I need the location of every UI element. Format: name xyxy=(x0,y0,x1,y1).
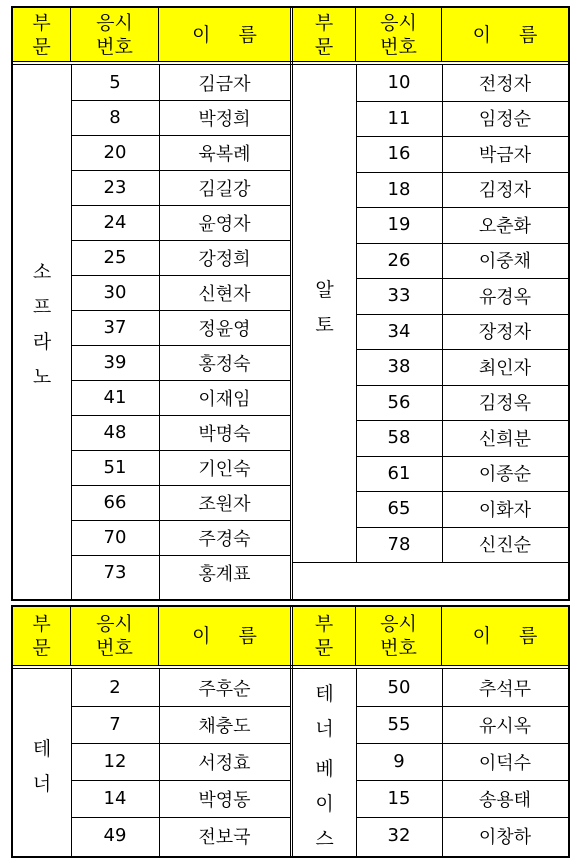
exam-number-cell: 20 xyxy=(103,142,127,163)
exam-number-cell: 8 xyxy=(109,107,121,128)
name-cell: 이화자 xyxy=(478,499,532,521)
exam-number-cell: 32 xyxy=(387,825,411,846)
header-name: 이 름 xyxy=(159,8,290,61)
name-cell: 윤영자 xyxy=(198,213,251,235)
exam-number-cell: 12 xyxy=(103,751,127,772)
exam-number-cell: 2 xyxy=(109,677,121,698)
header-part: 부 문 xyxy=(13,607,71,665)
table-tenor-bass xyxy=(11,605,570,858)
exam-number-cell: 34 xyxy=(387,320,411,342)
name-cell: 오춘화 xyxy=(478,215,532,237)
exam-number-cell: 7 xyxy=(109,714,121,735)
exam-number-cell: 25 xyxy=(103,247,127,268)
name-cell: 홍계표 xyxy=(198,563,251,585)
name-cell: 신현자 xyxy=(198,283,251,305)
name-cell: 전정자 xyxy=(478,73,532,95)
name-cell: 유경옥 xyxy=(478,286,532,308)
exam-number-cell: 65 xyxy=(387,498,411,520)
name-cell: 주후순 xyxy=(198,678,251,700)
header-number: 응시 번호 xyxy=(71,607,159,665)
exam-number-cell: 15 xyxy=(387,788,411,809)
name-cell: 채충도 xyxy=(198,715,251,737)
name-cell: 이재임 xyxy=(198,388,251,410)
header-part: 부 문 xyxy=(293,607,356,665)
exam-number-cell: 78 xyxy=(387,533,411,555)
name-cell: 이창하 xyxy=(478,826,532,848)
exam-number-cell: 58 xyxy=(387,427,411,449)
table-soprano-alto xyxy=(11,6,570,601)
exam-number-cell: 30 xyxy=(103,282,127,303)
exam-number-cell: 51 xyxy=(103,457,127,478)
exam-number-cell: 11 xyxy=(387,107,411,129)
name-cell: 김정옥 xyxy=(478,393,532,415)
exam-number-cell: 48 xyxy=(103,422,127,443)
name-cell: 송용태 xyxy=(478,789,532,811)
header-name: 이 름 xyxy=(442,607,568,665)
name-cell: 홍정숙 xyxy=(198,353,251,375)
exam-number-cell: 14 xyxy=(103,788,127,809)
header-part: 부 문 xyxy=(13,8,71,61)
exam-number-cell: 61 xyxy=(387,462,411,484)
name-cell: 최인자 xyxy=(478,357,532,379)
exam-number-cell: 5 xyxy=(109,72,121,93)
part-label-tenor-bass-top: 테 너 xyxy=(315,683,334,740)
name-cell: 주경숙 xyxy=(198,528,251,550)
exam-number-cell: 50 xyxy=(387,677,411,698)
exam-number-cell: 16 xyxy=(387,143,411,165)
exam-number-cell: 23 xyxy=(103,177,127,198)
exam-number-cell: 55 xyxy=(387,714,411,735)
row-line xyxy=(293,562,568,563)
name-cell: 박명숙 xyxy=(198,423,251,445)
exam-number-cell: 26 xyxy=(387,249,411,271)
exam-number-cell: 24 xyxy=(103,212,127,233)
part-label-alto: 알 토 xyxy=(315,279,334,336)
exam-number-cell: 18 xyxy=(387,178,411,200)
exam-number-cell: 49 xyxy=(103,825,127,846)
header-part: 부 문 xyxy=(293,8,356,61)
name-cell: 기인숙 xyxy=(198,458,251,480)
name-cell: 조원자 xyxy=(198,493,251,515)
exam-number-cell: 38 xyxy=(387,356,411,378)
exam-number-cell: 66 xyxy=(103,492,127,513)
row-line xyxy=(293,743,356,744)
name-cell: 정윤영 xyxy=(198,318,251,340)
header-number: 응시 번호 xyxy=(71,8,159,61)
name-cell: 유시옥 xyxy=(478,715,532,737)
header-number: 응시 번호 xyxy=(356,607,442,665)
part-label-soprano: 소 프 라 노 xyxy=(32,261,52,388)
name-cell: 이종순 xyxy=(478,464,532,486)
name-cell: 전보국 xyxy=(198,826,251,848)
exam-number-cell: 9 xyxy=(393,751,405,772)
exam-number-cell: 70 xyxy=(103,527,127,548)
exam-number-cell: 39 xyxy=(103,352,127,373)
name-cell: 이덕수 xyxy=(478,752,532,774)
exam-number-cell: 41 xyxy=(103,387,127,408)
exam-number-cell: 37 xyxy=(103,317,127,338)
name-cell: 추석무 xyxy=(478,678,532,700)
name-cell: 강정희 xyxy=(198,248,251,270)
exam-number-cell: 10 xyxy=(387,72,411,94)
name-cell: 이중채 xyxy=(478,251,532,273)
name-cell: 장정자 xyxy=(478,322,532,344)
exam-number-cell: 73 xyxy=(103,562,127,583)
header-number: 응시 번호 xyxy=(356,8,442,61)
name-cell: 김금자 xyxy=(198,73,251,95)
name-cell: 박금자 xyxy=(478,144,532,166)
exam-number-cell: 56 xyxy=(387,391,411,413)
name-cell: 김정자 xyxy=(478,180,532,202)
name-cell: 박정희 xyxy=(198,108,251,130)
name-cell: 김길강 xyxy=(198,178,251,200)
exam-number-cell: 19 xyxy=(387,214,411,236)
name-cell: 신희분 xyxy=(478,428,532,450)
name-cell: 서정효 xyxy=(198,752,251,774)
part-label-tenor-bass-bottom: 베 이 스 xyxy=(315,758,334,850)
name-cell: 박영동 xyxy=(198,789,251,811)
part-label-tenor: 테 너 xyxy=(32,738,52,795)
name-cell: 육복례 xyxy=(198,143,251,165)
header-name: 이 름 xyxy=(159,607,290,665)
header-name: 이 름 xyxy=(442,8,568,61)
name-cell: 신진순 xyxy=(478,535,532,557)
name-cell: 임정순 xyxy=(478,109,532,131)
exam-number-cell: 33 xyxy=(387,285,411,307)
